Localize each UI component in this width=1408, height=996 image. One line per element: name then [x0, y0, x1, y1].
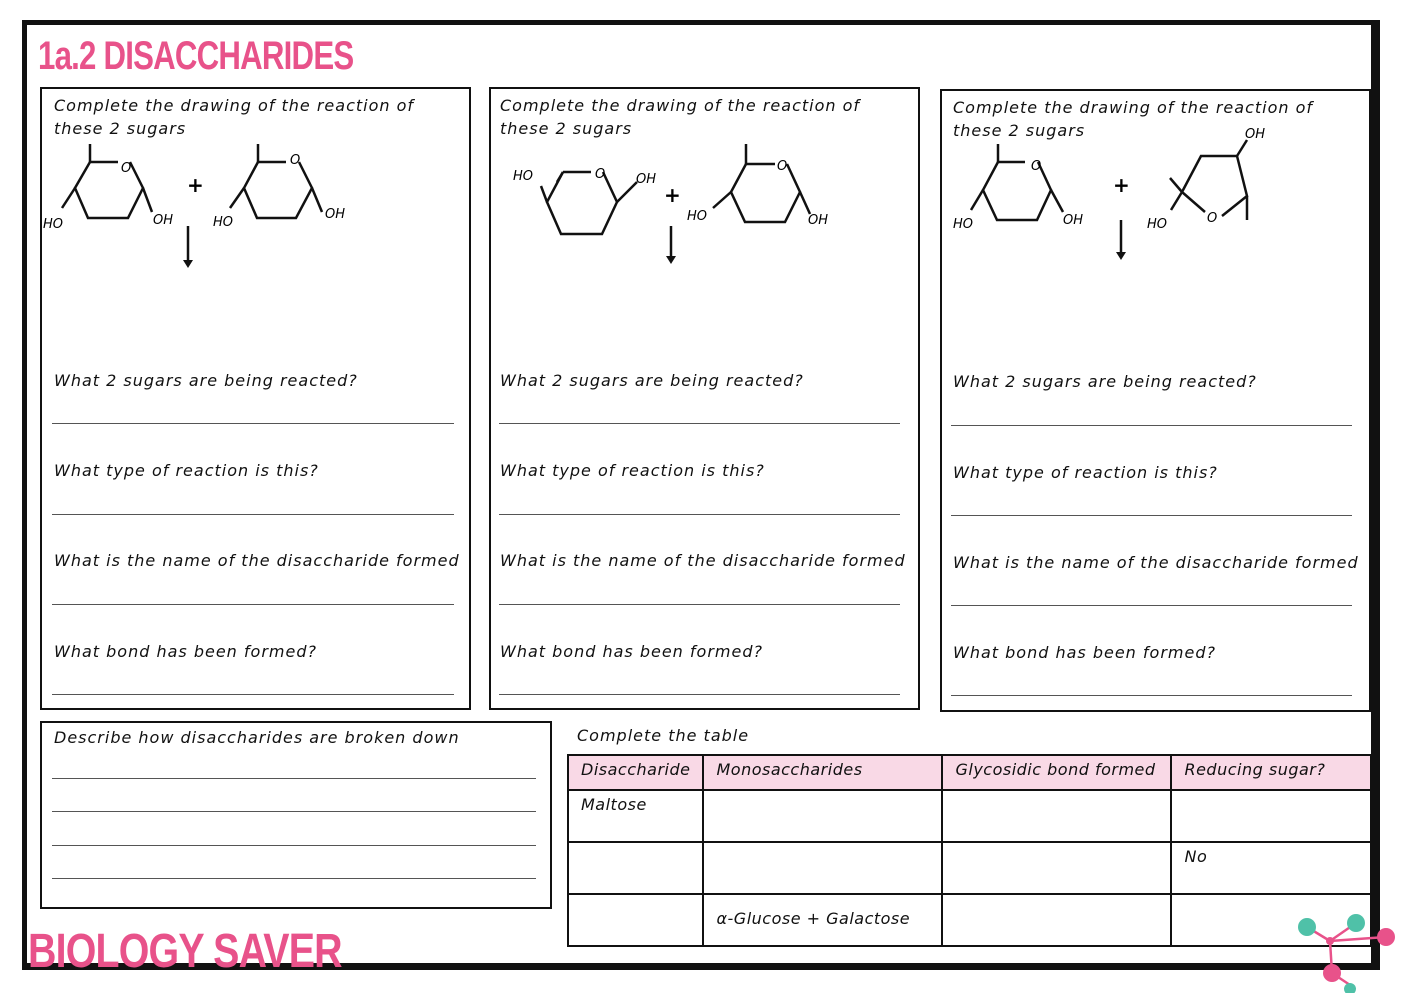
oh-label: OH: [636, 172, 657, 187]
table-row: [568, 894, 1371, 946]
panel-1-reaction-diagram: [40, 140, 360, 280]
molecule-icon: [1290, 905, 1400, 993]
answer-line[interactable]: [499, 694, 900, 695]
ho-label: HO: [1147, 217, 1168, 232]
table-cell[interactable]: [1171, 790, 1371, 842]
ring-oxygen-label: O: [1031, 159, 1042, 174]
table-row: [568, 842, 1371, 894]
table-cell[interactable]: [942, 842, 1171, 894]
answer-line[interactable]: [52, 694, 454, 695]
ring-oxygen-label: O: [121, 161, 132, 176]
oh-label: OH: [1245, 128, 1266, 142]
table-cell[interactable]: [568, 894, 703, 946]
answer-line[interactable]: [52, 514, 454, 515]
breakdown-box: [40, 721, 552, 909]
column-header: Glycosidic bond formed: [942, 755, 1171, 790]
panel-2-question-bond: What bond has been formed?: [500, 642, 763, 661]
panel-1-question-bond: What bond has been formed?: [54, 642, 317, 661]
panel-3-question-bond: What bond has been formed?: [953, 643, 1216, 662]
ring-oxygen-label: O: [777, 159, 788, 174]
panel-1-question-sugars: What 2 sugars are being reacted?: [54, 371, 358, 390]
plus-sign: +: [1113, 173, 1130, 197]
table-cell[interactable]: [568, 842, 703, 894]
panel-3-question-name: What is the name of the disaccharide formed: [953, 553, 1359, 572]
column-header: Disaccharide: [568, 755, 703, 790]
answer-line[interactable]: [52, 811, 536, 812]
panel-2-question-type: What type of reaction is this?: [500, 461, 765, 480]
panel-3-prompt: Complete the drawing of the reaction of these 2 sugars: [953, 98, 1314, 140]
plus-sign: +: [664, 183, 681, 207]
ho-label: HO: [43, 217, 64, 232]
ho-label: HO: [513, 169, 534, 184]
ring-oxygen-label: O: [290, 153, 301, 168]
table-cell[interactable]: [703, 790, 942, 842]
oh-label: OH: [325, 207, 346, 222]
table-cell: Maltose: [568, 790, 703, 842]
table-cell: α-Glucose + Galactose: [703, 894, 942, 946]
table-cell[interactable]: [703, 842, 942, 894]
column-header: Monosaccharides: [703, 755, 942, 790]
disaccharide-table: [567, 754, 1372, 947]
table-cell[interactable]: [942, 894, 1171, 946]
ho-label: HO: [953, 217, 974, 232]
oh-label: OH: [808, 213, 829, 228]
table-cell: No: [1171, 842, 1371, 894]
oh-label: OH: [153, 213, 174, 228]
panel-3-question-type: What type of reaction is this?: [953, 463, 1218, 482]
panel-2-question-sugars: What 2 sugars are being reacted?: [500, 371, 804, 390]
answer-line[interactable]: [52, 604, 454, 605]
answer-line[interactable]: [52, 778, 536, 779]
page-title: 1a.2 DISACCHARIDES: [38, 34, 354, 78]
answer-line[interactable]: [499, 514, 900, 515]
answer-line[interactable]: [499, 423, 900, 424]
ho-label: HO: [213, 215, 234, 230]
ring-oxygen-label: O: [595, 167, 606, 182]
column-header: Reducing sugar?: [1171, 755, 1371, 790]
panel-1-question-type: What type of reaction is this?: [54, 461, 319, 480]
ring-oxygen-label: O: [1207, 211, 1218, 226]
panel-1-prompt: Complete the drawing of the reaction of these 2 sugars: [54, 96, 415, 138]
table-row: [568, 790, 1371, 842]
answer-line[interactable]: [52, 878, 536, 879]
panel-2-prompt: Complete the drawing of the reaction of these 2 sugars: [500, 96, 861, 138]
answer-line[interactable]: [951, 695, 1352, 696]
ho-label: HO: [687, 209, 708, 224]
plus-sign: +: [187, 173, 204, 197]
breakdown-prompt: Describe how disaccharides are broken down: [54, 728, 460, 747]
panel-3-reaction-diagram: [945, 128, 1275, 268]
panel-2-reaction-diagram: [505, 136, 845, 276]
table-caption: Complete the table: [577, 726, 750, 745]
oh-label: OH: [1063, 213, 1084, 228]
brand-logo: BIOLOGY SAVER: [28, 925, 342, 978]
panel-1-question-name: What is the name of the disaccharide formed: [54, 551, 460, 570]
answer-line[interactable]: [52, 845, 536, 846]
panel-2-question-name: What is the name of the disaccharide formed: [500, 551, 906, 570]
answer-line[interactable]: [499, 604, 900, 605]
panel-3-question-sugars: What 2 sugars are being reacted?: [953, 372, 1257, 391]
table-cell[interactable]: [942, 790, 1171, 842]
table-header-row: [568, 755, 1371, 790]
answer-line[interactable]: [951, 605, 1352, 606]
answer-line[interactable]: [951, 515, 1352, 516]
answer-line[interactable]: [52, 423, 454, 424]
answer-line[interactable]: [951, 425, 1352, 426]
